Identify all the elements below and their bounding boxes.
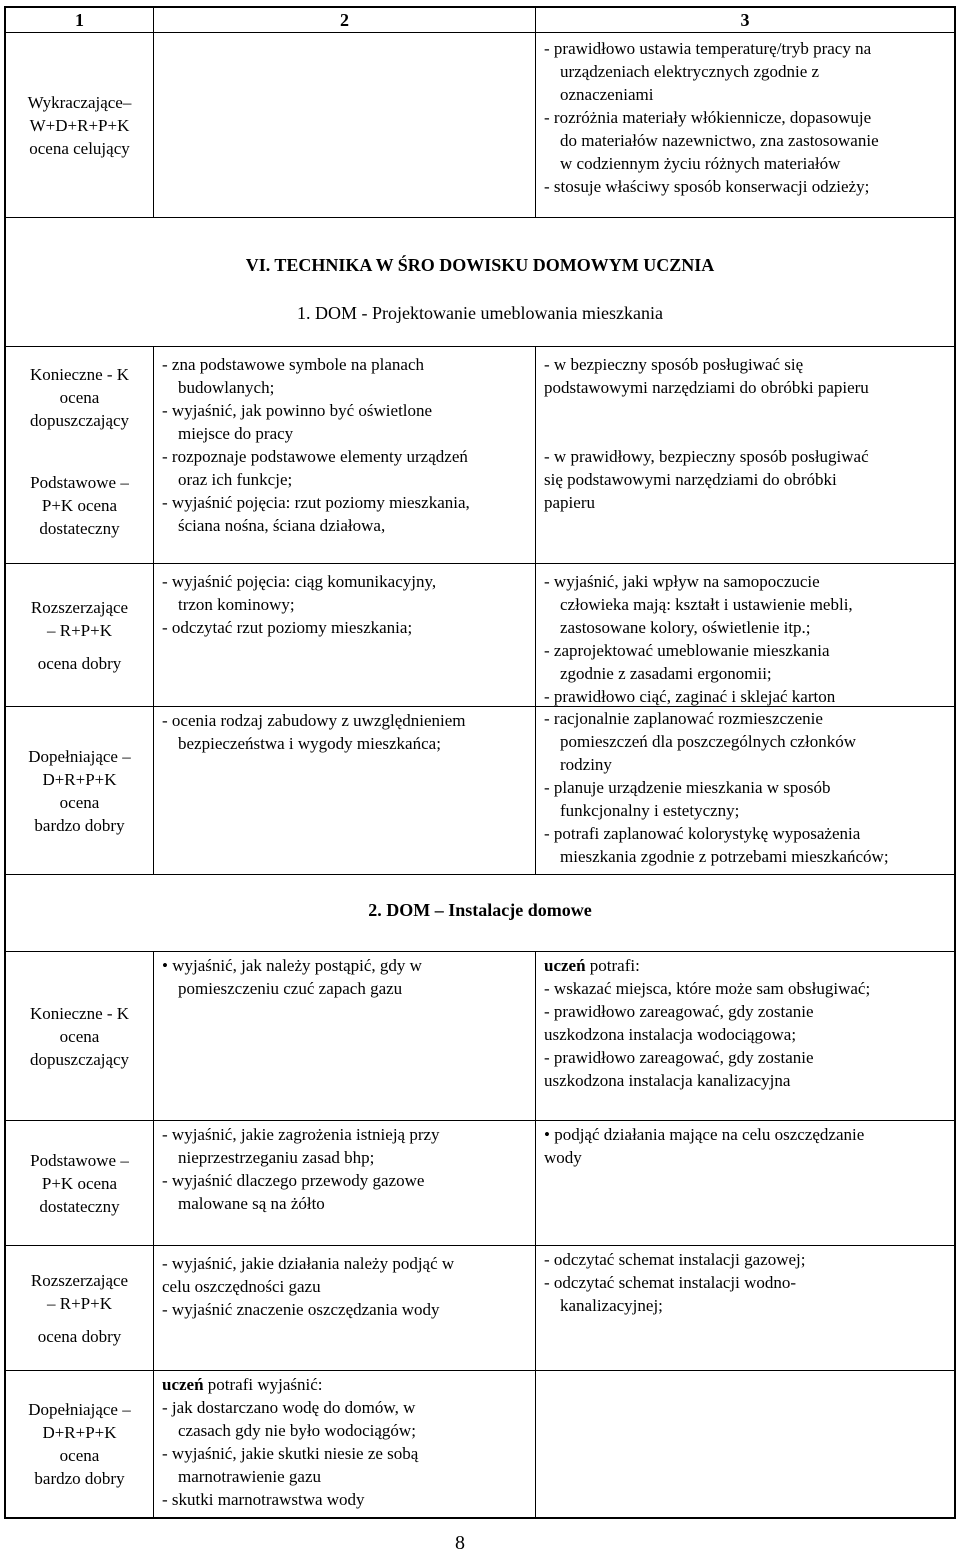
- requirement-line: - wyjaśnić znaczenie oszczędzania wody: [162, 1300, 440, 1319]
- requirements-cell: [154, 1121, 536, 1245]
- table-row: [6, 1370, 954, 1517]
- requirement-line: - wyjaśnić pojęcia: rzut poziomy mieszkania,: [162, 493, 470, 512]
- requirement-line: - rozróżnia materiały włókiennicze, dopasowuje: [544, 108, 872, 127]
- requirement-line: - wyjaśnić, jaki wpływ na samopoczucie: [544, 572, 820, 591]
- table-row: [6, 1245, 954, 1370]
- requirement-line: kanalizacyjnej;: [560, 1296, 663, 1315]
- requirement-line: bezpieczeństwa i wygody mieszkańca;: [178, 734, 441, 753]
- requirement-line: zastosowane kolory, oświetlenie itp.;: [560, 618, 811, 637]
- level-line: Rozszerzające: [30, 597, 129, 617]
- level-cell: [6, 952, 154, 1120]
- level-line: ocena: [59, 792, 100, 812]
- level-line: Podstawowe –: [30, 1150, 129, 1170]
- requirements-cell: [154, 952, 536, 1120]
- table-row: [6, 1120, 954, 1245]
- requirement-line: - wskazać miejsca, które może sam obsługiwać;: [544, 979, 871, 998]
- level-line: Konieczne - K: [29, 364, 130, 384]
- level-line: bardzo dobry: [34, 815, 125, 835]
- requirement-line: - jak dostarczano wodę do domów, w: [162, 1398, 416, 1417]
- table-row: [6, 951, 954, 1120]
- level-line: Wykraczające–: [27, 92, 132, 112]
- level-cell: [6, 33, 154, 217]
- level-line: Dopełniające –: [28, 1400, 131, 1419]
- level-line: D+R+P+K: [42, 769, 117, 789]
- requirement-line: - prawidłowo zareagować, gdy zostanie: [544, 1048, 814, 1067]
- requirements-cell: [536, 1246, 954, 1370]
- requirement-line: - racjonalnie zaplanować rozmieszczenie: [544, 709, 823, 728]
- requirement-line: - w bezpieczny sposób posługiwać się: [544, 355, 804, 374]
- requirements-cell: [154, 347, 536, 563]
- level-line: Rozszerzające: [30, 1270, 129, 1290]
- requirement-line: • podjąć działania mające na celu oszczędzanie: [544, 1125, 865, 1144]
- requirement-line: nieprzestrzeganiu zasad bhp;: [178, 1148, 375, 1167]
- requirement-line: - planuje urządzenie mieszkania w sposób: [544, 778, 831, 797]
- requirement-line: podstawowymi narzędziami do obróbki papieru: [544, 378, 869, 397]
- table-row-block-1: [6, 346, 954, 563]
- level-line: bardzo dobry: [34, 1469, 125, 1488]
- requirement-lead: [544, 954, 946, 977]
- requirement-line: człowieka mają: kształt i ustawienie mebli,: [560, 595, 853, 614]
- requirement-line: czasach gdy nie było wodociągów;: [178, 1421, 416, 1440]
- requirement-line: - wyjaśnić, jakie skutki niesie ze sobą: [162, 1444, 419, 1463]
- requirements-cell: [536, 564, 954, 874]
- level-line: – R+P+K: [46, 620, 112, 640]
- level-line: Dopełniające –: [28, 746, 131, 766]
- table-header-row: [6, 8, 954, 32]
- requirement-line: miejsce do pracy: [178, 424, 294, 443]
- requirement-line: - zna podstawowe symbole na planach: [162, 355, 424, 374]
- requirement-line: oznaczeniami: [560, 85, 654, 104]
- requirement-line: - prawidłowo ustawia temperaturę/tryb pracy na: [544, 39, 872, 58]
- level-line: Konieczne - K: [29, 1003, 130, 1023]
- requirement-line: zgodnie z zasadami ergonomii;: [560, 664, 772, 683]
- requirement-line: celu oszczędności gazu: [162, 1277, 321, 1296]
- section-title: 2. DOM – Instalacje domowe: [368, 900, 592, 920]
- level-line: D+R+P+K: [42, 1423, 117, 1442]
- level-line: Podstawowe –: [30, 472, 129, 492]
- level-cell: [6, 564, 154, 874]
- level-line: ocena dobry: [37, 1326, 122, 1346]
- section-heading-row: [6, 874, 954, 951]
- requirement-line: • wyjaśnić, jak należy postąpić, gdy w: [162, 956, 422, 975]
- requirement-line: - odczytać schemat instalacji gazowej;: [544, 1250, 806, 1269]
- requirements-cell: [154, 1371, 536, 1517]
- requirement-line: się podstawowymi narzędziami do obróbki: [544, 470, 837, 489]
- requirement-line: - w prawidłowy, bezpieczny sposób posługiwać: [544, 447, 869, 466]
- requirements-cell: [154, 1246, 536, 1370]
- requirement-line: ściana nośna, ściana działowa,: [178, 516, 386, 535]
- requirement-line: - zaprojektować umeblowanie mieszkania: [544, 641, 830, 660]
- requirement-line: wody: [544, 1148, 582, 1167]
- level-line: ocena celujący: [29, 138, 130, 158]
- requirement-line: w codziennym życiu różnych materiałów: [560, 154, 841, 173]
- header-col-2: 2: [154, 8, 536, 32]
- curriculum-table: [4, 6, 956, 1519]
- level-line: ocena dobry: [37, 653, 122, 673]
- section-subtitle: 1. DOM - Projektowanie umeblowania mieszkania: [297, 303, 663, 323]
- requirement-line: - wyjaśnić, jakie zagrożenia istnieją przy: [162, 1125, 440, 1144]
- table-row-celujacy: [6, 32, 954, 217]
- requirements-cell: [536, 33, 954, 217]
- requirement-line: - odczytać rzut poziomy mieszkania;: [162, 618, 413, 637]
- requirement-line: pomieszczeń dla poszczególnych członków: [560, 732, 856, 751]
- requirement-line: mieszkania zgodnie z potrzebami mieszkańców;: [560, 847, 889, 866]
- lead-rest: potrafi:: [585, 956, 640, 975]
- requirement-line: papieru: [544, 493, 595, 512]
- level-line: ocena: [59, 1026, 100, 1046]
- requirement-lead: [162, 1373, 527, 1396]
- requirement-line: rodziny: [560, 755, 612, 774]
- lead-bold: uczeń: [544, 956, 586, 975]
- level-line: W+D+R+P+K: [29, 115, 130, 135]
- header-col-3: 3: [740, 10, 750, 30]
- requirement-line: do materiałów nazewnictwo, zna zastosowanie: [560, 131, 879, 150]
- section-heading-row: [6, 217, 954, 346]
- empty-cell: [536, 1371, 954, 1517]
- requirement-line: - wyjaśnić, jak powinno być oświetlone: [162, 401, 433, 420]
- level-cell: [6, 1246, 154, 1370]
- requirement-line: - skutki marnotrawstwa wody: [162, 1490, 365, 1509]
- level-cell: [6, 1371, 154, 1517]
- requirement-line: marnotrawienie gazu: [178, 1467, 322, 1486]
- level-line: dostateczny: [39, 518, 120, 538]
- requirements-cell: [536, 1121, 954, 1245]
- level-cell: [6, 347, 154, 563]
- page-number: 8: [455, 1532, 465, 1554]
- empty-cell: [154, 33, 536, 217]
- level-line: P+K ocena: [41, 1173, 118, 1193]
- requirement-line: funkcjonalny i estetyczny;: [560, 801, 740, 820]
- requirement-line: oraz ich funkcje;: [178, 470, 293, 489]
- requirements-cell: [536, 347, 954, 563]
- level-line: ocena: [59, 1446, 100, 1465]
- requirement-line: - prawidłowo zareagować, gdy zostanie: [544, 1002, 814, 1021]
- lead-rest: potrafi wyjaśnić:: [203, 1375, 323, 1394]
- level-line: dopuszczający: [29, 410, 130, 430]
- level-line: – R+P+K: [46, 1293, 112, 1313]
- level-line: dopuszczający: [29, 1049, 130, 1069]
- requirement-line: - stosuje właściwy sposób konserwacji odzieży;: [544, 177, 870, 196]
- requirement-line: pomieszczeniu czuć zapach gazu: [178, 979, 403, 998]
- requirement-line: urządzeniach elektrycznych zgodnie z: [560, 62, 820, 81]
- level-cell: [6, 1121, 154, 1245]
- requirement-line: malowane są na żółto: [178, 1194, 325, 1213]
- requirement-line: - wyjaśnić dlaczego przewody gazowe: [162, 1171, 425, 1190]
- header-col-1: 1: [6, 8, 154, 32]
- lead-bold: uczeń: [162, 1375, 204, 1394]
- requirement-line: - wyjaśnić pojęcia: ciąg komunikacyjny,: [162, 572, 437, 591]
- requirement-line: - rozpoznaje podstawowe elementy urządzeń: [162, 447, 468, 466]
- requirements-cell: [536, 952, 954, 1120]
- table-row-block-2: [6, 563, 954, 874]
- requirement-line: - odczytać schemat instalacji wodno-: [544, 1273, 797, 1292]
- level-line: P+K ocena: [41, 495, 118, 515]
- requirement-line: trzon kominowy;: [178, 595, 295, 614]
- requirement-line: - wyjaśnić, jakie działania należy podjąć w: [162, 1254, 455, 1273]
- level-line: ocena: [59, 387, 100, 407]
- requirement-line: budowlanych;: [178, 378, 275, 397]
- requirement-line: - potrafi zaplanować kolorystykę wyposażenia: [544, 824, 861, 843]
- requirement-line: uszkodzona instalacja wodociągowa;: [544, 1025, 797, 1044]
- level-line: dostateczny: [39, 1196, 120, 1216]
- section-title: VI. TECHNIKA W ŚRO DOWISKU DOMOWYM UCZNIA: [245, 255, 715, 275]
- requirements-cell: [154, 564, 536, 874]
- requirement-line: - prawidłowo ciąć, zaginać i sklejać karton: [544, 687, 836, 706]
- requirement-line: - ocenia rodzaj zabudowy z uwzględnieniem: [162, 711, 466, 730]
- requirement-line: uszkodzona instalacja kanalizacyjna: [544, 1071, 791, 1090]
